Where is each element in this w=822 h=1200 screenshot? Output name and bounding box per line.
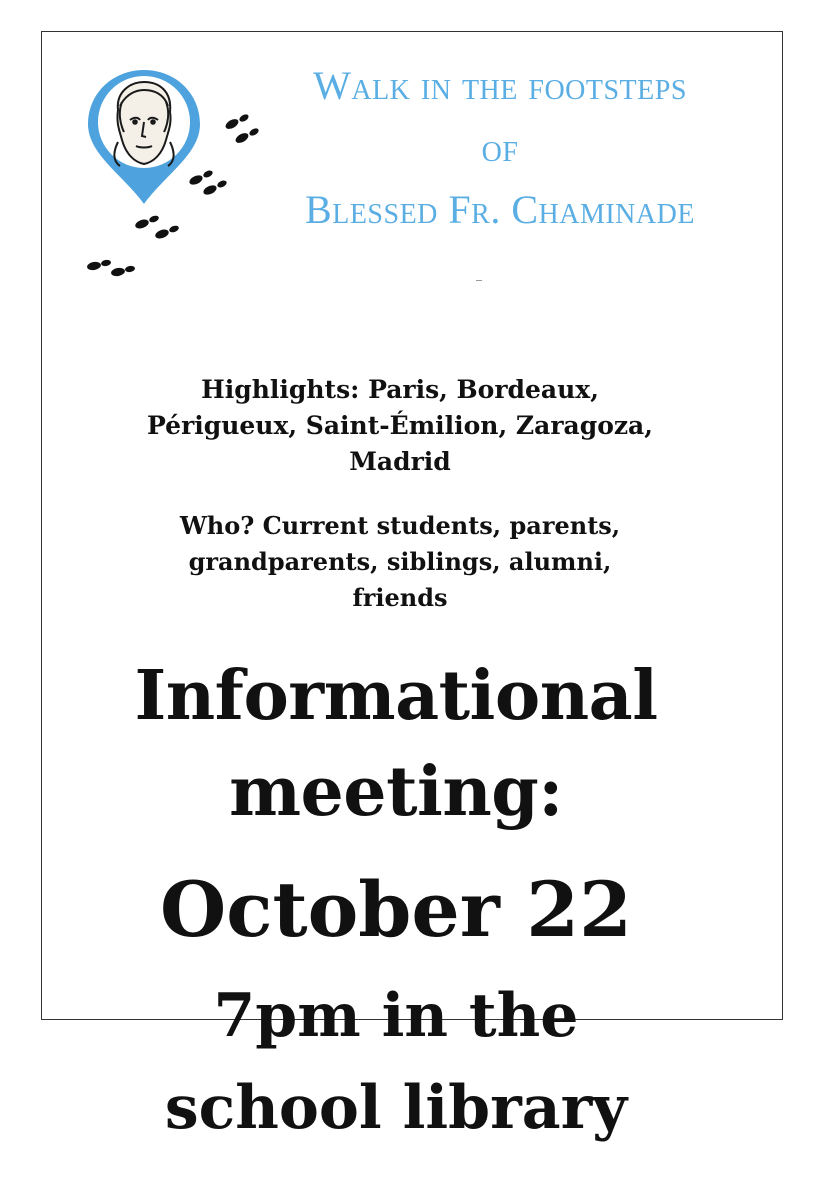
highlights-line-1: Highlights: Paris, Bordeaux, xyxy=(201,375,599,404)
highlights-line-2: Périgueux, Saint-Émilion, Zaragoza, xyxy=(147,411,653,440)
audience-line-3: friends xyxy=(352,583,448,612)
audience-line-1: Who? Current students, parents, xyxy=(179,511,621,540)
audience-line-2: grandparents, siblings, alumni, xyxy=(188,547,612,576)
meeting-time-place xyxy=(40,970,752,1154)
meeting-heading xyxy=(40,648,752,840)
meeting-heading-line-1: Informational xyxy=(134,656,658,736)
highlights-text xyxy=(60,372,740,480)
title-line-2: of xyxy=(481,125,519,170)
highlights-line-3: Madrid xyxy=(349,447,451,476)
meeting-heading-line-2: meeting: xyxy=(229,752,563,832)
audience-text xyxy=(60,508,740,616)
title-line-3: Blessed Fr. Chaminade xyxy=(305,187,695,232)
title-line-1: Walk in the footsteps xyxy=(313,63,687,108)
poster-title xyxy=(230,55,770,241)
divider-mark xyxy=(476,280,482,281)
meeting-place: school library xyxy=(164,1073,628,1143)
meeting-time: 7pm in the xyxy=(213,981,579,1051)
meeting-date: October 22 xyxy=(159,865,633,954)
